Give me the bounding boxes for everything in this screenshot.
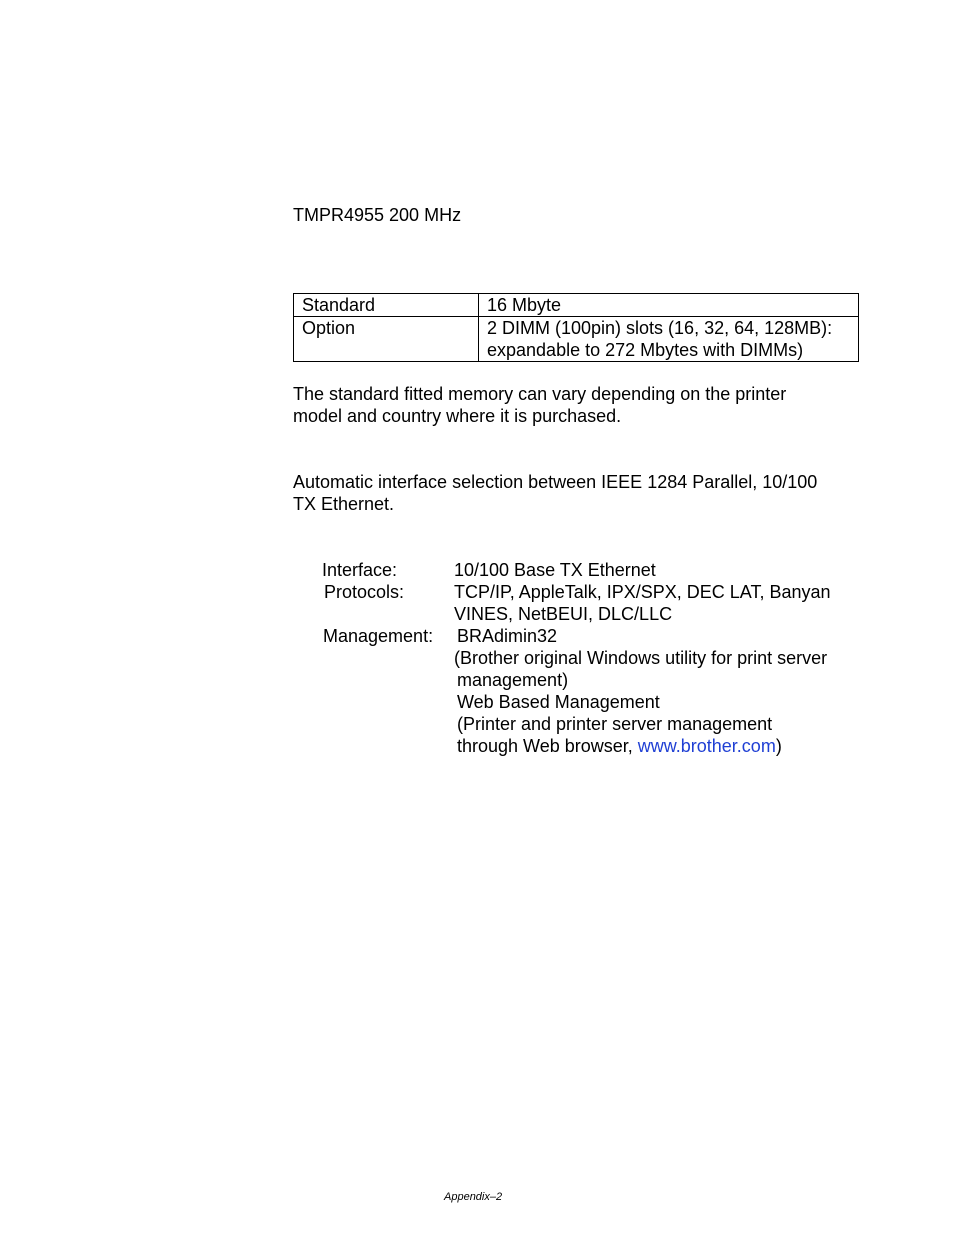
management-last-suffix: ) <box>775 736 782 756</box>
network-management-label: Management: <box>323 626 434 646</box>
table-row <box>294 294 859 317</box>
memory-option-value <box>479 317 859 362</box>
table-row <box>294 317 859 362</box>
network-interface-label: Interface: <box>322 560 398 580</box>
brother-website-link[interactable]: www.brother.com <box>637 736 776 756</box>
network-management-line-3: management) <box>457 670 569 690</box>
memory-option-line-2: expandable to 272 Mbytes with DIMMs) <box>487 340 804 360</box>
cpu-spec: TMPR4955 200 MHz <box>293 205 462 225</box>
network-protocols-line-2: VINES, NetBEUI, DLC/LLC <box>454 604 673 624</box>
memory-standard-label: Standard <box>294 294 479 317</box>
memory-note-line-2: model and country where it is purchased. <box>293 406 622 426</box>
network-management-line-2: (Brother original Windows utility for print server <box>454 648 828 668</box>
network-management-line-1: BRAdimin32 <box>457 626 558 646</box>
interface-line-2: TX Ethernet. <box>293 494 395 514</box>
interface-line-1: Automatic interface selection between IEEE 1284 Parallel, 10/100 <box>293 472 818 492</box>
memory-standard-value: 16 Mbyte <box>479 294 859 317</box>
network-interface-value: 10/100 Base TX Ethernet <box>454 560 656 580</box>
memory-table <box>293 293 859 362</box>
network-management-line-4: Web Based Management <box>457 692 660 712</box>
memory-option-label: Option <box>294 317 479 362</box>
memory-note-line-1: The standard fitted memory can vary depending on the printer <box>293 384 787 404</box>
network-management-line-6 <box>457 735 782 757</box>
network-protocols-label: Protocols: <box>324 582 405 602</box>
management-last-prefix: through Web browser, <box>457 736 638 756</box>
network-protocols-line-1: TCP/IP, AppleTalk, IPX/SPX, DEC LAT, Banyan <box>454 582 831 602</box>
network-management-line-5: (Printer and printer server management <box>457 714 773 734</box>
memory-option-line-1: 2 DIMM (100pin) slots (16, 32, 64, 128MB): <box>487 318 833 338</box>
page-footer: Appendix–2 <box>444 1191 503 1203</box>
